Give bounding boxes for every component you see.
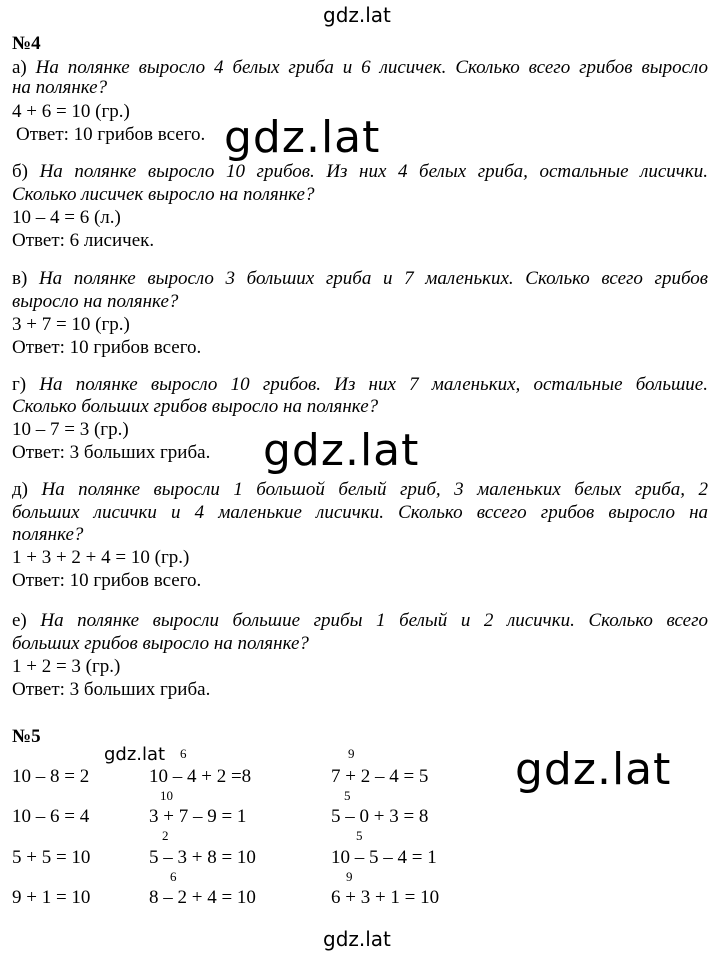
task5-col2-row1: 10 – 4 + 2 =8 bbox=[149, 766, 252, 787]
task5-col1-row2: 10 – 6 = 4 bbox=[12, 806, 90, 827]
task4-a-answer: Ответ: 10 грибов всего. bbox=[16, 124, 206, 145]
task4-a-question-line1: а) На полянке выросло 4 белых гриба и 6 лисичек. Сколько всего грибов выросло bbox=[12, 57, 709, 78]
task5-col3-row2: 5 – 0 + 3 = 8 bbox=[331, 806, 429, 827]
task5-col3-row2-sup: 5 bbox=[344, 788, 351, 803]
task4-v-answer: Ответ: 10 грибов всего. bbox=[12, 337, 202, 358]
task4-v-question-line2: выросло на полянке? bbox=[12, 291, 179, 312]
task4-b-answer: Ответ: 6 лисичек. bbox=[12, 230, 155, 251]
task4-d-answer: Ответ: 10 грибов всего. bbox=[12, 570, 202, 591]
task4-b-calc: 10 – 4 = 6 (л.) bbox=[12, 207, 121, 228]
task4-d-calc: 1 + 3 + 2 + 4 = 10 (гр.) bbox=[12, 547, 190, 568]
task4-e-answer: Ответ: 3 больших гриба. bbox=[12, 679, 211, 700]
task5-col1-row1: 10 – 8 = 2 bbox=[12, 766, 90, 787]
watermark-large-1: gdz.lat bbox=[224, 112, 381, 163]
task4-b-question-line2: Сколько лисичек выросло на полянке? bbox=[12, 184, 315, 205]
task4-title: №4 bbox=[12, 33, 41, 54]
task4-e-question-line1: е) На полянке выросли большие грибы 1 белый и 2 лисички. Сколько всего bbox=[12, 610, 709, 631]
watermark-top: gdz.lat bbox=[323, 3, 391, 27]
task4-b-question-line1: б) На полянке выросло 10 грибов. Из них 4 белых гриба, остальные лисички. bbox=[12, 161, 709, 182]
task5-col3-row1-sup: 9 bbox=[348, 746, 355, 761]
task4-g-question-line2: Сколько больших грибов выросло на полянке? bbox=[12, 396, 379, 417]
task4-v-calc: 3 + 7 = 10 (гр.) bbox=[12, 314, 130, 335]
task4-g-calc: 10 – 7 = 3 (гр.) bbox=[12, 419, 129, 440]
task5-col2-row4-sup: 6 bbox=[170, 869, 177, 884]
task4-d-question-line3: полянке? bbox=[12, 524, 84, 545]
task5-col2-row3-sup: 2 bbox=[162, 828, 169, 843]
task4-e-question-line2: больших грибов выросло на полянке? bbox=[12, 633, 309, 654]
task5-col3-row4: 6 + 3 + 1 = 10 bbox=[331, 887, 440, 908]
task5-col3-row3-sup: 5 bbox=[356, 828, 363, 843]
task5-col2-row1-sup: 6 bbox=[180, 746, 187, 761]
task5-col2-row4: 8 – 2 + 4 = 10 bbox=[149, 887, 256, 908]
task5-col3-row1: 7 + 2 – 4 = 5 bbox=[331, 766, 429, 787]
task4-g-question-line1: г) На полянке выросло 10 грибов. Из них 7 маленьких, остальные большие. bbox=[12, 374, 708, 395]
task5-col2-row2-sup: 10 bbox=[160, 788, 173, 803]
task5-col2-row2: 3 + 7 – 9 = 1 bbox=[149, 806, 247, 827]
watermark-bottom: gdz.lat bbox=[323, 927, 391, 951]
watermark-large-3: gdz.lat bbox=[515, 744, 672, 795]
task5-col3-row3: 10 – 5 – 4 = 1 bbox=[331, 847, 437, 868]
task5-col1-row3: 5 + 5 = 10 bbox=[12, 847, 91, 868]
task4-e-calc: 1 + 2 = 3 (гр.) bbox=[12, 656, 121, 677]
task5-title: №5 bbox=[12, 726, 41, 747]
task4-d-question-line2: больших лисички и 4 маленькие лисички. Сколько вссего грибов выросло на bbox=[12, 502, 708, 523]
task5-col3-row4-sup: 9 bbox=[346, 869, 353, 884]
watermark-large-2: gdz.lat bbox=[263, 425, 420, 476]
task4-v-question-line1: в) На полянке выросло 3 больших гриба и 7 маленьких. Сколько всего грибов bbox=[12, 268, 709, 289]
task5-col1-row4: 9 + 1 = 10 bbox=[12, 887, 91, 908]
task4-a-question-line2: на полянке? bbox=[12, 77, 108, 98]
task4-a-calc: 4 + 6 = 10 (гр.) bbox=[12, 101, 130, 122]
watermark-small-task5: gdz.lat bbox=[104, 744, 166, 765]
task4-g-answer: Ответ: 3 больших гриба. bbox=[12, 442, 211, 463]
task5-col2-row3: 5 – 3 + 8 = 10 bbox=[149, 847, 256, 868]
task4-d-question-line1: д) На полянке выросли 1 большой белый гриб, 3 маленьких белых гриба, 2 bbox=[12, 479, 709, 500]
